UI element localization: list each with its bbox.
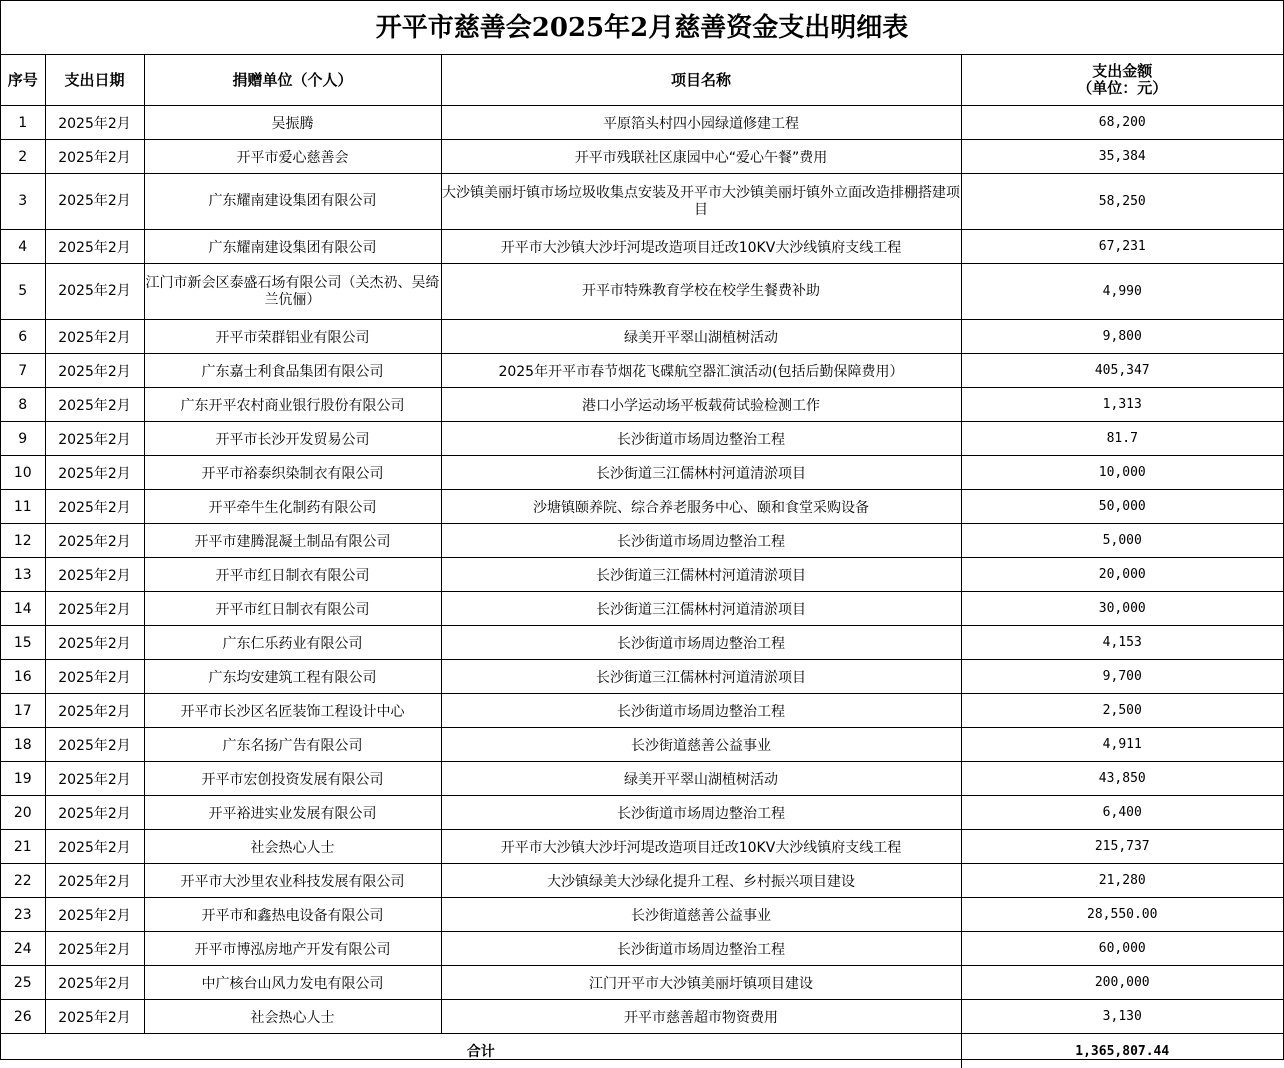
row-project: 长沙街道市场周边整治工程 (441, 796, 961, 830)
row-amount: 67,231 (961, 230, 1283, 264)
row-date: 2025年2月 (45, 558, 144, 592)
row-donor: 广东名扬广告有限公司 (144, 728, 441, 762)
header-donor: 捐赠单位（个人） (144, 55, 441, 106)
table-row (1, 626, 1283, 660)
row-project: 长沙街道三江儒林村河道清淤项目 (441, 456, 961, 490)
row-amount: 2,500 (961, 694, 1283, 728)
header-row (1, 55, 1283, 106)
row-amount: 58,250 (961, 174, 1283, 230)
row-date: 2025年2月 (45, 230, 144, 264)
row-donor: 开平牵牛生化制药有限公司 (144, 490, 441, 524)
row-seq: 24 (1, 932, 45, 966)
header-seq: 序号 (1, 55, 45, 106)
row-seq: 12 (1, 524, 45, 558)
header-amount-line2: （单位：元） (962, 80, 1284, 97)
row-amount: 81.7 (961, 422, 1283, 456)
row-project: 大沙镇绿美大沙绿化提升工程、乡村振兴项目建设 (441, 864, 961, 898)
row-project: 2025年开平市春节烟花飞碟航空器汇演活动(包括后勤保障费用） (441, 354, 961, 388)
row-date: 2025年2月 (45, 264, 144, 320)
row-amount: 60,000 (961, 932, 1283, 966)
table-body (1, 106, 1283, 1034)
table-row (1, 106, 1283, 140)
row-amount: 10,000 (961, 456, 1283, 490)
expenditure-table (1, 55, 1283, 1068)
header-amount (961, 55, 1283, 106)
table-row (1, 354, 1283, 388)
row-donor: 开平市长沙区名匠装饰工程设计中心 (144, 694, 441, 728)
row-donor: 吴振腾 (144, 106, 441, 140)
row-amount: 35,384 (961, 140, 1283, 174)
row-date: 2025年2月 (45, 762, 144, 796)
row-donor: 开平市宏创投资发展有限公司 (144, 762, 441, 796)
table-row (1, 558, 1283, 592)
row-seq: 23 (1, 898, 45, 932)
total-label: 合计 (1, 1034, 961, 1068)
row-date: 2025年2月 (45, 140, 144, 174)
row-donor: 开平市红日制衣有限公司 (144, 558, 441, 592)
row-date: 2025年2月 (45, 524, 144, 558)
row-amount: 30,000 (961, 592, 1283, 626)
row-project: 长沙街道市场周边整治工程 (441, 694, 961, 728)
row-date: 2025年2月 (45, 728, 144, 762)
row-seq: 15 (1, 626, 45, 660)
row-amount: 4,911 (961, 728, 1283, 762)
row-date: 2025年2月 (45, 932, 144, 966)
table-row (1, 898, 1283, 932)
row-seq: 16 (1, 660, 45, 694)
header-amount-line1: 支出金额 (962, 63, 1284, 80)
table-row (1, 174, 1283, 230)
row-project: 长沙街道三江儒林村河道清淤项目 (441, 660, 961, 694)
row-donor: 开平市爱心慈善会 (144, 140, 441, 174)
row-project: 开平市大沙镇大沙圩河堤改造项目迁改10KV大沙线镇府支线工程 (441, 830, 961, 864)
row-seq: 2 (1, 140, 45, 174)
table-row (1, 388, 1283, 422)
row-project: 沙塘镇颐养院、综合养老服务中心、颐和食堂采购设备 (441, 490, 961, 524)
row-project: 长沙街道三江儒林村河道清淤项目 (441, 592, 961, 626)
row-seq: 5 (1, 264, 45, 320)
row-date: 2025年2月 (45, 354, 144, 388)
row-date: 2025年2月 (45, 966, 144, 1000)
row-donor: 广东开平农村商业银行股份有限公司 (144, 388, 441, 422)
header-project: 项目名称 (441, 55, 961, 106)
row-date: 2025年2月 (45, 456, 144, 490)
row-donor: 广东耀南建设集团有限公司 (144, 230, 441, 264)
row-donor: 广东仁乐药业有限公司 (144, 626, 441, 660)
row-donor: 开平市荣群铝业有限公司 (144, 320, 441, 354)
row-amount: 21,280 (961, 864, 1283, 898)
row-date: 2025年2月 (45, 694, 144, 728)
row-project: 开平市特殊教育学校在校学生餐费补助 (441, 264, 961, 320)
row-amount: 4,990 (961, 264, 1283, 320)
table-row (1, 592, 1283, 626)
table-row (1, 1000, 1283, 1034)
row-project: 绿美开平翠山湖植树活动 (441, 320, 961, 354)
row-amount: 68,200 (961, 106, 1283, 140)
row-date: 2025年2月 (45, 490, 144, 524)
row-project: 长沙街道三江儒林村河道清淤项目 (441, 558, 961, 592)
row-donor: 开平市大沙里农业科技发展有限公司 (144, 864, 441, 898)
row-project: 平原箔头村四小园绿道修建工程 (441, 106, 961, 140)
row-project: 长沙街道市场周边整治工程 (441, 524, 961, 558)
row-donor: 开平裕进实业发展有限公司 (144, 796, 441, 830)
row-seq: 7 (1, 354, 45, 388)
row-project: 开平市慈善超市物资费用 (441, 1000, 961, 1034)
row-seq: 1 (1, 106, 45, 140)
row-amount: 200,000 (961, 966, 1283, 1000)
row-seq: 26 (1, 1000, 45, 1034)
header-date: 支出日期 (45, 55, 144, 106)
row-donor: 广东耀南建设集团有限公司 (144, 174, 441, 230)
row-donor: 社会热心人士 (144, 830, 441, 864)
row-date: 2025年2月 (45, 422, 144, 456)
row-date: 2025年2月 (45, 626, 144, 660)
row-donor: 开平市长沙开发贸易公司 (144, 422, 441, 456)
row-project: 江门开平市大沙镇美丽圩镇项目建设 (441, 966, 961, 1000)
row-project: 开平市大沙镇大沙圩河堤改造项目迁改10KV大沙线镇府支线工程 (441, 230, 961, 264)
table-row (1, 966, 1283, 1000)
row-seq: 11 (1, 490, 45, 524)
page-title: 开平市慈善会2025年2月慈善资金支出明细表 (1, 1, 1283, 55)
row-project: 长沙街道市场周边整治工程 (441, 422, 961, 456)
row-amount: 20,000 (961, 558, 1283, 592)
row-donor: 广东均安建筑工程有限公司 (144, 660, 441, 694)
row-seq: 17 (1, 694, 45, 728)
table-row (1, 796, 1283, 830)
row-seq: 20 (1, 796, 45, 830)
row-project: 长沙街道慈善公益事业 (441, 898, 961, 932)
row-date: 2025年2月 (45, 796, 144, 830)
row-seq: 18 (1, 728, 45, 762)
row-date: 2025年2月 (45, 388, 144, 422)
row-seq: 14 (1, 592, 45, 626)
total-amount: 1,365,807.44 (961, 1034, 1283, 1068)
table-row (1, 422, 1283, 456)
row-seq: 22 (1, 864, 45, 898)
table-row (1, 230, 1283, 264)
row-donor: 开平市红日制衣有限公司 (144, 592, 441, 626)
row-donor: 社会热心人士 (144, 1000, 441, 1034)
row-seq: 8 (1, 388, 45, 422)
row-seq: 21 (1, 830, 45, 864)
table-row (1, 830, 1283, 864)
table-row (1, 264, 1283, 320)
row-seq: 10 (1, 456, 45, 490)
row-amount: 405,347 (961, 354, 1283, 388)
row-amount: 4,153 (961, 626, 1283, 660)
row-seq: 13 (1, 558, 45, 592)
table-row (1, 660, 1283, 694)
table-row (1, 140, 1283, 174)
row-seq: 9 (1, 422, 45, 456)
table-row (1, 694, 1283, 728)
row-project: 长沙街道市场周边整治工程 (441, 626, 961, 660)
row-amount: 28,550.00 (961, 898, 1283, 932)
row-amount: 1,313 (961, 388, 1283, 422)
row-donor: 广东嘉士利食品集团有限公司 (144, 354, 441, 388)
row-donor: 开平市建腾混凝土制品有限公司 (144, 524, 441, 558)
table-row (1, 456, 1283, 490)
table-row (1, 864, 1283, 898)
row-donor: 开平市裕泰织染制衣有限公司 (144, 456, 441, 490)
row-project: 大沙镇美丽圩镇市场垃圾收集点安装及开平市大沙镇美丽圩镇外立面改造排棚搭建项目 (441, 174, 961, 230)
row-amount: 215,737 (961, 830, 1283, 864)
row-donor: 中广核台山风力发电有限公司 (144, 966, 441, 1000)
row-date: 2025年2月 (45, 174, 144, 230)
row-amount: 9,800 (961, 320, 1283, 354)
row-date: 2025年2月 (45, 864, 144, 898)
row-donor: 开平市和鑫热电设备有限公司 (144, 898, 441, 932)
row-seq: 25 (1, 966, 45, 1000)
row-date: 2025年2月 (45, 592, 144, 626)
row-date: 2025年2月 (45, 830, 144, 864)
row-project: 长沙街道慈善公益事业 (441, 728, 961, 762)
table-row (1, 490, 1283, 524)
total-row (1, 1034, 1283, 1068)
row-amount: 43,850 (961, 762, 1283, 796)
row-date: 2025年2月 (45, 898, 144, 932)
row-project: 港口小学运动场平板载荷试验检测工作 (441, 388, 961, 422)
row-amount: 50,000 (961, 490, 1283, 524)
row-seq: 6 (1, 320, 45, 354)
row-donor: 江门市新会区泰盛石场有限公司（关杰礽、吴绮兰伉俪） (144, 264, 441, 320)
table-row (1, 762, 1283, 796)
row-date: 2025年2月 (45, 660, 144, 694)
row-seq: 3 (1, 174, 45, 230)
table-row (1, 524, 1283, 558)
row-amount: 5,000 (961, 524, 1283, 558)
row-seq: 19 (1, 762, 45, 796)
row-seq: 4 (1, 230, 45, 264)
table-row (1, 932, 1283, 966)
row-donor: 开平市博泓房地产开发有限公司 (144, 932, 441, 966)
row-date: 2025年2月 (45, 106, 144, 140)
row-project: 长沙街道市场周边整治工程 (441, 932, 961, 966)
row-date: 2025年2月 (45, 1000, 144, 1034)
row-date: 2025年2月 (45, 320, 144, 354)
row-project: 开平市残联社区康园中心“爱心午餐”费用 (441, 140, 961, 174)
row-project: 绿美开平翠山湖植树活动 (441, 762, 961, 796)
table-row (1, 728, 1283, 762)
table-row (1, 320, 1283, 354)
row-amount: 9,700 (961, 660, 1283, 694)
row-amount: 3,130 (961, 1000, 1283, 1034)
row-amount: 6,400 (961, 796, 1283, 830)
